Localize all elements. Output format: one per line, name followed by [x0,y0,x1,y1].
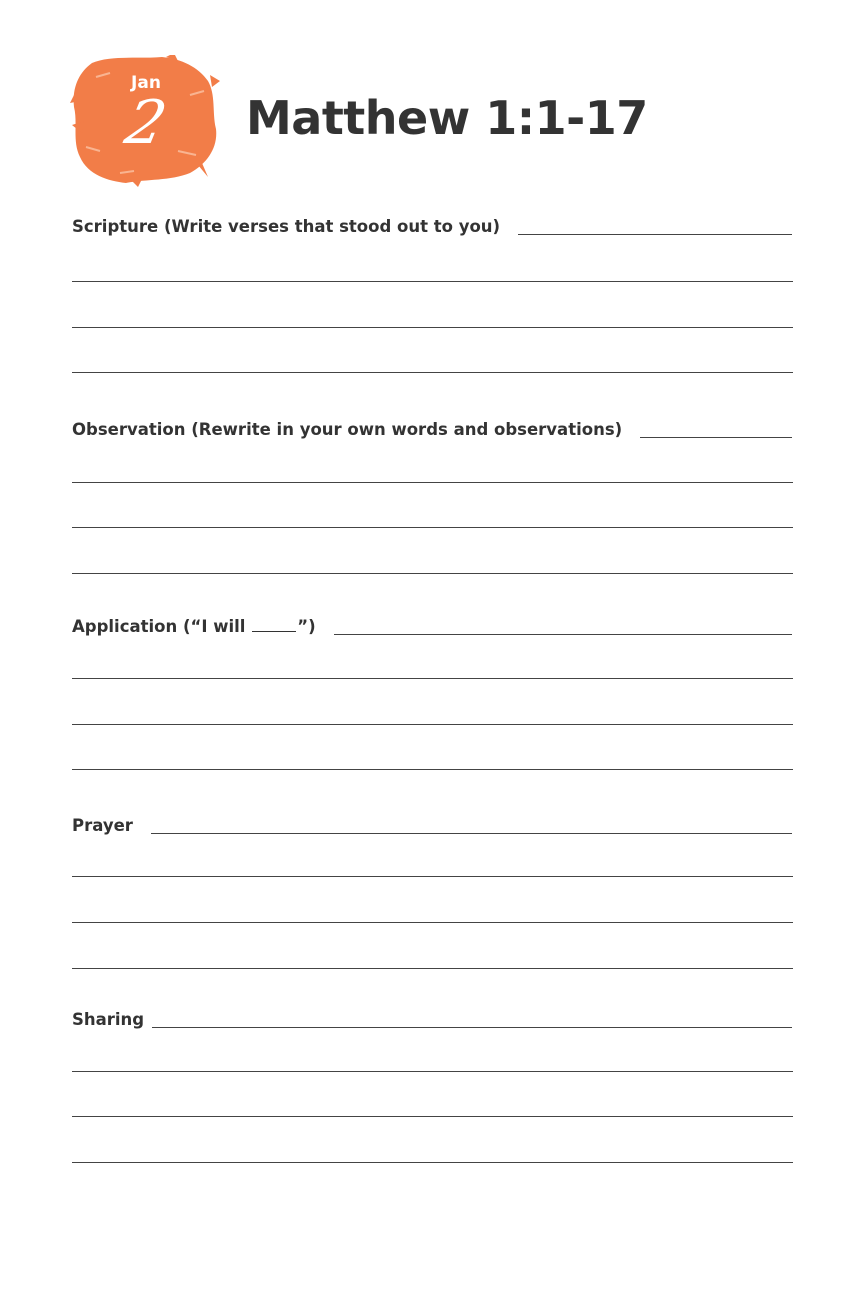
writing-line[interactable] [640,437,792,438]
page-title: Matthew 1:1-17 [246,91,648,145]
writing-line[interactable] [72,573,793,574]
writing-line[interactable] [72,724,793,725]
section-application [72,613,792,637]
section-label-sharing: Sharing [72,1010,145,1029]
writing-line[interactable] [72,922,793,923]
writing-line[interactable] [334,634,792,635]
section-label-prayer: Prayer [72,816,133,835]
writing-line[interactable] [72,968,793,969]
writing-line[interactable] [72,482,793,483]
application-label-end: ”) [297,617,316,636]
writing-line[interactable] [72,769,793,770]
fill-in-blank [252,617,296,632]
writing-line[interactable] [518,234,792,235]
month-label: Jan [131,73,161,93]
writing-line[interactable] [152,1027,792,1028]
writing-line[interactable] [72,281,793,282]
day-number: 2 [119,88,173,158]
section-label-application [72,617,316,637]
writing-line[interactable] [72,1162,793,1163]
writing-line[interactable] [72,1071,793,1072]
writing-line[interactable] [72,1116,793,1117]
date-badge [70,55,220,187]
writing-line[interactable] [72,527,793,528]
writing-line[interactable] [72,678,793,679]
section-prayer [72,812,792,836]
writing-line[interactable] [72,327,793,328]
writing-line[interactable] [72,372,793,373]
section-label-scripture: Scripture (Write verses that stood out to you) [72,217,501,236]
application-label-start: Application (“I will [72,617,246,636]
section-label-observation: Observation (Rewrite in your own words and observations) [72,420,623,439]
section-scripture [72,213,792,237]
writing-line[interactable] [151,833,792,834]
section-sharing [72,1006,792,1030]
section-observation [72,416,792,440]
writing-line[interactable] [72,876,793,877]
